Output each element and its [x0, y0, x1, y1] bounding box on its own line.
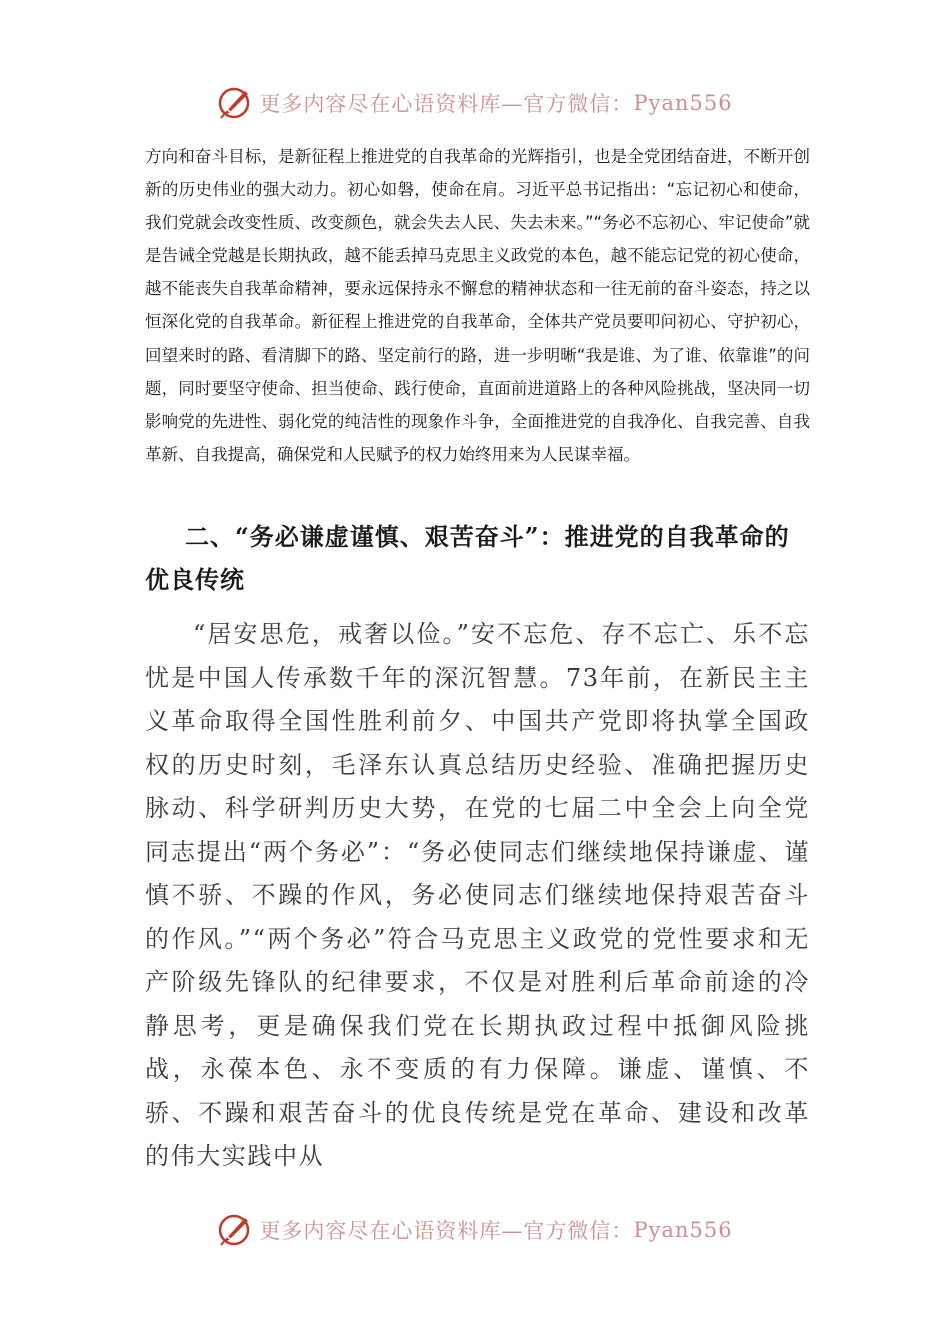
- banner-text: 更多内容尽在心语资料库—官方微信：: [259, 92, 634, 116]
- banner-wechat-id: Pyan556: [633, 1218, 733, 1242]
- section-heading: 二、“务必谦虚谨慎、艰苦奋斗”：推进党的自我革命的优良传统: [145, 522, 790, 594]
- banner-wechat-id: Pyan556: [633, 91, 733, 115]
- continued-paragraph: 方向和奋斗目标，是新征程上推进党的自我革命的光辉指引，也是全党团结奋进，不断开创新的历史伟业的强大动力。初心如磐，使命在肩。习近平总书记指出：“忘记初心和使命，我们党就会改变性质、改变颜色，就会失去人民、失去未来。”“务必不忘初心、牢记使命”就是告诫全党越是长期执政，越不能丢掉马克思主义政党的本色，越不能忘记党的初心使命，越不能丧失自我革命精神，要永远保持永不懈怠的精神状态和一往无前的奋斗姿态，持之以恒深化党的自我革命。新征程上推进党的自我革命，全体共产党员要叩问初心、守护初心，回望来时的路、看清脚下的路、坚定前行的路，进一步明晰“我是谁、为了谁、依靠谁”的问题，同时要坚守使命、担当使命、践行使命，直面前进道路上的各种风险挑战，坚决同一切影响党的先进性、弱化党的纯洁性的现象作斗争，全面推进党的自我净化、自我完善、自我革新、自我提高，确保党和人民赋予的权力始终用来为人民谋幸福。: [145, 147, 810, 464]
- section-paragraph: “居安思危，戒奢以俭。”安不忘危、存不忘亡、乐不忘忧是中国人传承数千年的深沉智慧。73年前，在新民主主义革命取得全国性胜利前夕、中国共产党即将执掌全国政权的历史时刻，毛泽东认真总结历史经验、准确把握历史脉动、科学研判历史大势，在党的七届二中全会上向全党同志提出“两个务必”：“务必使同志们继续地保持谦虚、谨慎不骄、不躁的作风，务必使同志们继续地保持艰苦奋斗的作风。”“两个务必”符合马克思主义政党的党性要求和无产阶级先锋队的纪律要求，不仅是对胜利后革命前途的冷静思考，更是确保我们党在长期执政过程中抵御风险挑战，永葆本色、永不变质的有力保障。谦虚、谨慎、不骄、不躁和艰苦奋斗的优良传统是党在革命、建设和改革的伟大实践中从: [145, 620, 810, 1170]
- header-watermark-banner: [0, 83, 950, 123]
- quill-logo-icon: [217, 1212, 253, 1248]
- banner-text: 更多内容尽在心语资料库—官方微信：: [259, 1219, 634, 1243]
- quill-logo-icon: [217, 85, 253, 121]
- footer-watermark-banner: [0, 1210, 950, 1250]
